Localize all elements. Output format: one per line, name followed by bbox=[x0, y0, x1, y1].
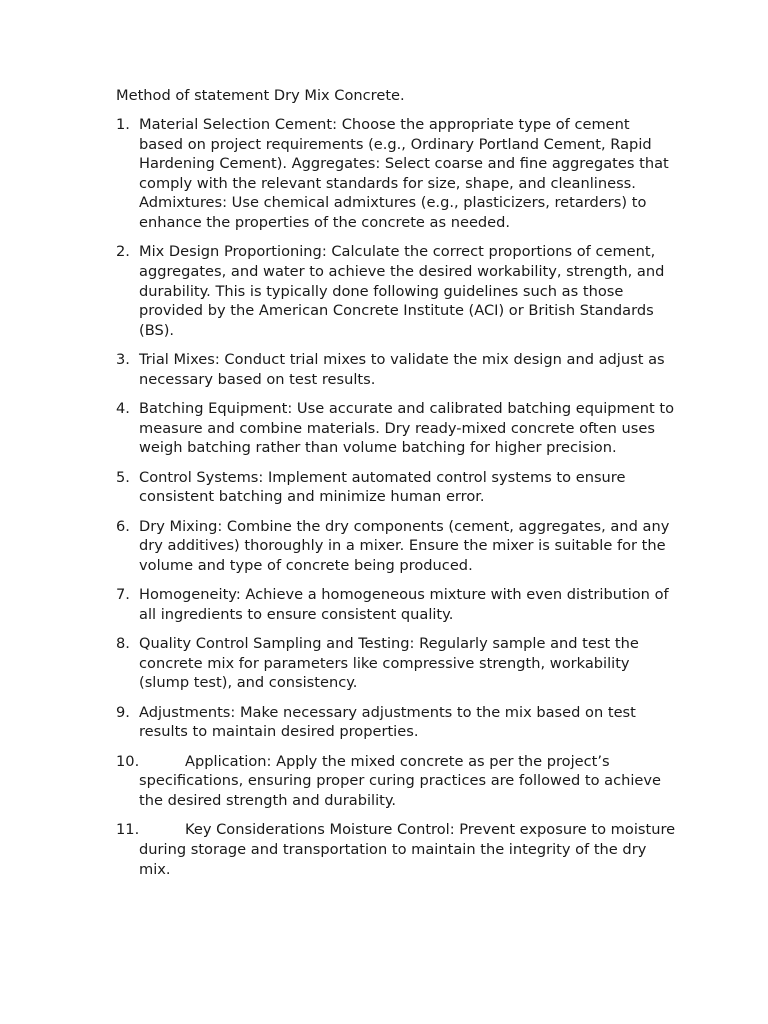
list-item bbox=[116, 350, 678, 389]
item-text: Application: Apply the mixed concrete as per the project’s specifications, ensuring proper curing practices are followed to achieve the desired strength and durability. bbox=[139, 752, 662, 809]
item-number: 2. bbox=[116, 243, 130, 261]
method-steps-list bbox=[116, 115, 678, 889]
item-text: Dry Mixing: Combine the dry components (cement, aggregates, and any dry additives) thoroughly in a mixer. Ensure the mixer is suitable for the volume and type of concrete being produced. bbox=[139, 517, 670, 574]
item-text: Trial Mixes: Conduct trial mixes to validate the mix design and adjust as necessary based on test results. bbox=[139, 351, 665, 388]
item-text: Material Selection Cement: Choose the appropriate type of cement based on project requirements (e.g., Ordinary Portland Cement, Rapid Hardening Cement). Aggregates: Select coarse and fine aggregates that comply with the relevant standards for size, shape, and cleanliness. Admixtures: Use chemical admixtures (e.g., plasticizers, retarders) to enhance the properties of the concrete as needed. bbox=[139, 116, 669, 231]
list-item bbox=[116, 585, 678, 624]
list-item bbox=[116, 703, 678, 742]
item-text: Batching Equipment: Use accurate and calibrated batching equipment to measure and combine materials. Dry ready-mixed concrete often uses weigh batching rather than volume batching for higher precision. bbox=[139, 400, 675, 457]
item-number: 8. bbox=[116, 635, 130, 653]
item-text: Key Considerations Moisture Control: Prevent exposure to moisture during storage and transportation to maintain the integrity of the dry mix. bbox=[139, 821, 676, 878]
item-number: 6. bbox=[116, 517, 130, 535]
item-number: 7. bbox=[116, 586, 130, 604]
list-item bbox=[116, 820, 678, 879]
list-item bbox=[116, 634, 678, 693]
item-text: Quality Control Sampling and Testing: Regularly sample and test the concrete mix for parameters like compressive strength, workability (slump test), and consistency. bbox=[139, 635, 639, 692]
item-number: 4. bbox=[116, 400, 130, 418]
item-text: Adjustments: Make necessary adjustments to the mix based on test results to maintain desired properties. bbox=[139, 703, 636, 741]
item-number: 11. bbox=[116, 821, 140, 839]
list-item bbox=[116, 752, 678, 811]
list-item bbox=[116, 399, 678, 458]
item-number: 1. bbox=[116, 116, 130, 133]
document-title: Method of statement Dry Mix Concrete. bbox=[116, 87, 405, 104]
item-text: Homogeneity: Achieve a homogeneous mixture with even distribution of all ingredients to ensure consistent quality. bbox=[139, 586, 669, 623]
item-text: Control Systems: Implement automated control systems to ensure consistent batching and minimize human error. bbox=[139, 468, 626, 506]
list-item bbox=[116, 468, 678, 507]
item-number: 10. bbox=[116, 752, 140, 770]
item-number: 3. bbox=[116, 351, 130, 369]
list-item bbox=[116, 517, 678, 576]
list-item bbox=[116, 242, 678, 340]
list-item bbox=[116, 115, 678, 233]
item-text: Mix Design Proportioning: Calculate the correct proportions of cement, aggregates, and water to achieve the desired workability, strength, and durability. This is typically done following guidelines such as those provided by the American Concrete Institute (ACI) or British Standards (BS). bbox=[139, 243, 665, 339]
item-number: 9. bbox=[116, 703, 130, 721]
item-number: 5. bbox=[116, 468, 130, 486]
